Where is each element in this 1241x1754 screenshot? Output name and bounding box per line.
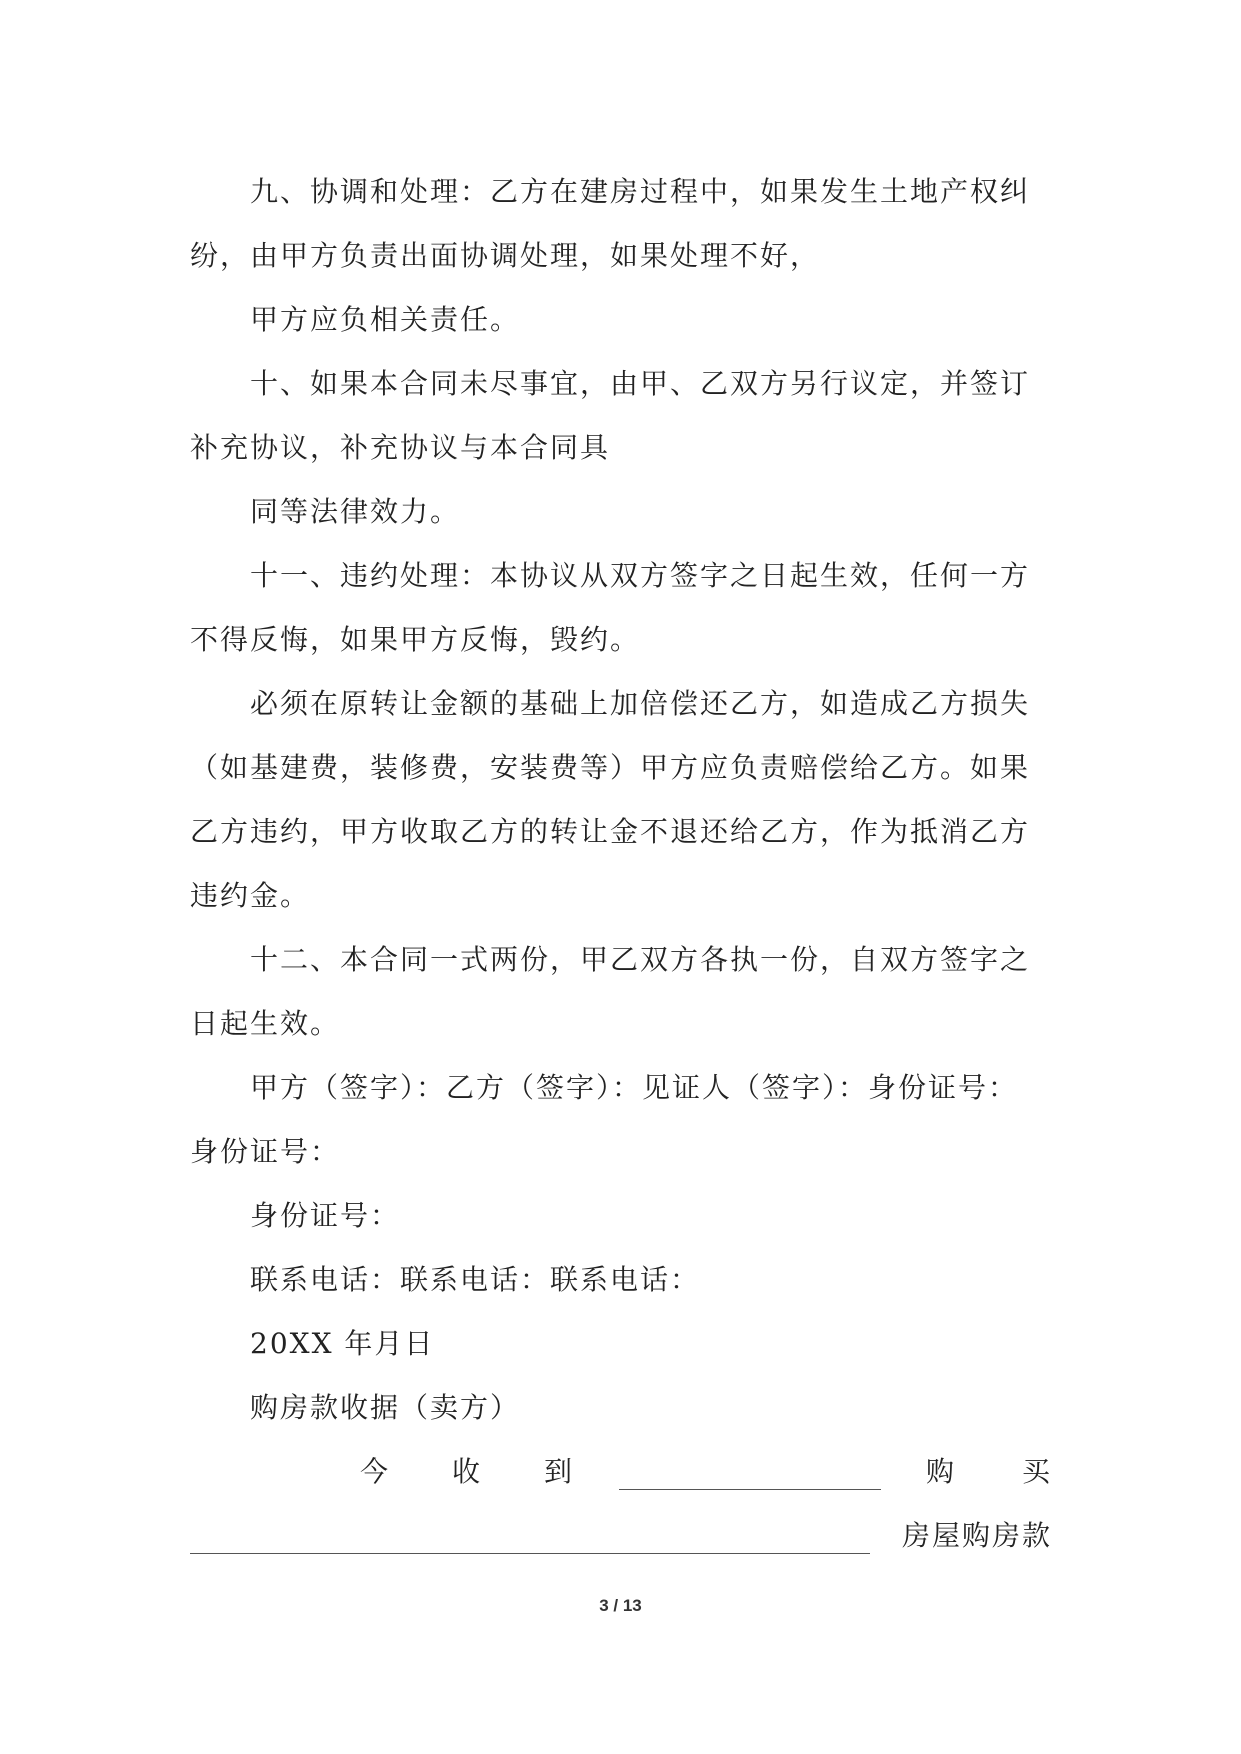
clause-9-line-3: 甲方应负相关责任。 [250, 303, 521, 336]
clause-12-line-2: 日起生效。 [190, 1007, 341, 1040]
receipt-purchase-label [926, 1440, 1052, 1504]
clause-12-line-1: 十二、本合同一式两份，甲乙双方各执一份，自双方签字之 [250, 943, 1031, 976]
receipt-received-label [190, 1440, 574, 1504]
breach-paragraph-line-4: 违约金。 [190, 879, 311, 912]
property-blank [190, 1523, 870, 1554]
receipt-char: 收 [452, 1455, 483, 1488]
contact-phone-line: 联系电话：联系电话：联系电话： [250, 1263, 701, 1296]
receipt-char: 购 [925, 1455, 956, 1488]
breach-paragraph-line-3: 乙方违约，甲方收取乙方的转让金不退还给乙方，作为抵消乙方 [190, 815, 1031, 848]
clause-10-line-3: 同等法律效力。 [250, 495, 461, 528]
receipt-char: 买 [1021, 1455, 1052, 1488]
receipt-char: 到 [544, 1455, 575, 1488]
clause-9-line-1: 九、协调和处理：乙方在建房过程中，如果发生土地产权纠 [250, 175, 1031, 208]
receipt-char: 今 [360, 1455, 391, 1488]
receipt-line-1 [190, 1440, 1052, 1504]
receipt-line-2 [190, 1504, 1052, 1568]
receipt-payment-label: 房屋购房款 [901, 1519, 1052, 1552]
page-number: 3 / 13 [599, 1596, 642, 1615]
payer-blank [619, 1459, 881, 1490]
breach-paragraph-line-2: （如基建费，装修费，安装费等）甲方应负责赔偿给乙方。如果 [190, 751, 1031, 784]
clause-11-line-1: 十一、违约处理：本协议从双方签字之日起生效，任何一方 [250, 559, 1031, 592]
clause-10-line-2: 补充协议，补充协议与本合同具 [190, 431, 611, 464]
clause-9-line-2: 纷，由甲方负责出面协调处理，如果处理不好， [190, 239, 821, 272]
id-number-line-1: 身份证号： [190, 1135, 341, 1168]
id-number-line-2: 身份证号： [250, 1199, 401, 1232]
receipt-title: 购房款收据（卖方） [250, 1391, 521, 1424]
date-line: 20XX 年月日 [250, 1327, 435, 1360]
signature-line: 甲方（签字）：乙方（签字）：见证人（签字）：身份证号： [250, 1071, 1019, 1104]
document-body [190, 160, 1052, 1568]
breach-paragraph-line-1: 必须在原转让金额的基础上加倍偿还乙方，如造成乙方损失 [250, 687, 1031, 720]
clause-11-line-2: 不得反悔，如果甲方反悔，毁约。 [190, 623, 641, 656]
clause-10-line-1: 十、如果本合同未尽事宜，由甲、乙双方另行议定，并签订 [250, 367, 1031, 400]
